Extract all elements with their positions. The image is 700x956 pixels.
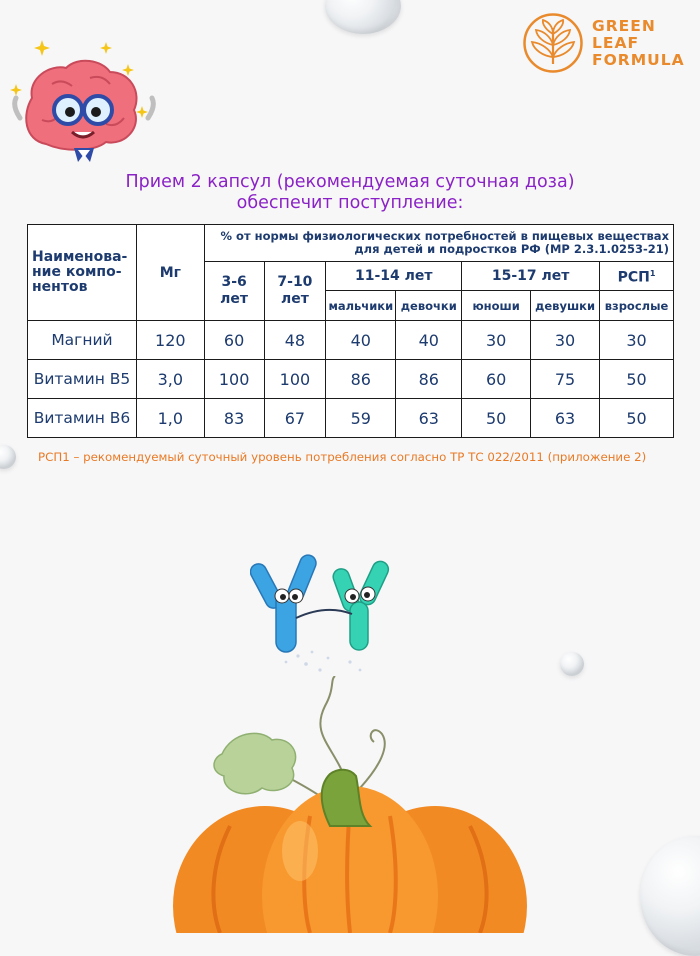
value-cell: 48 <box>264 321 326 360</box>
title-line-1: Прием 2 капсул (рекомендуемая суточная доза) <box>125 172 575 192</box>
title-line-2: обеспечит поступление: <box>236 193 464 213</box>
component-mg: 120 <box>136 321 204 360</box>
header-component-name <box>28 225 137 321</box>
value-cell: 30 <box>531 321 600 360</box>
value-cell: 86 <box>396 360 462 399</box>
header-boys: мальчики <box>326 291 396 321</box>
value-cell: 86 <box>326 360 396 399</box>
component-name: Магний <box>28 321 137 360</box>
value-cell: 100 <box>204 360 264 399</box>
header-age-3-6 <box>204 262 264 321</box>
rsp-footnote-mark: 1 <box>649 269 656 279</box>
value-cell: 83 <box>204 399 264 438</box>
value-cell: 67 <box>264 399 326 438</box>
header-mg: Мг <box>136 225 204 321</box>
value-cell: 40 <box>396 321 462 360</box>
age-range: 3-6 <box>221 274 247 290</box>
water-drop-decoration <box>325 0 401 34</box>
value-cell: 30 <box>600 321 674 360</box>
value-cell: 63 <box>531 399 600 438</box>
page-title <box>0 172 700 214</box>
age-range: 7-10 <box>277 274 313 290</box>
header-adults: взрослые <box>600 291 674 321</box>
value-cell: 75 <box>531 360 600 399</box>
value-cell: 63 <box>396 399 462 438</box>
value-cell: 60 <box>462 360 531 399</box>
brand-line-2: LEAF <box>592 33 640 52</box>
bacteria-mascot-icon <box>250 552 400 682</box>
age-unit: лет <box>280 291 309 307</box>
water-drop-decoration <box>0 445 16 469</box>
header-young-women: девушки <box>531 291 600 321</box>
header-youths: юноши <box>462 291 531 321</box>
value-cell: 50 <box>462 399 531 438</box>
header-percent-norm <box>204 225 673 262</box>
leaf-logo-icon <box>522 12 584 74</box>
header-rsp <box>600 262 674 291</box>
brand-line-3: FORMULA <box>592 50 685 69</box>
nutrient-table <box>27 224 674 438</box>
header-name-line: Наименова- <box>32 249 128 265</box>
value-cell: 60 <box>204 321 264 360</box>
table-row <box>28 321 674 360</box>
header-percent-line-1: % от нормы физиологических потребностей в пищевых веществах <box>220 229 669 243</box>
rsp-label: РСП <box>617 269 650 286</box>
header-percent-line-2: для детей и подростков РФ (МР 2.3.1.0253-21) <box>354 242 669 256</box>
value-cell: 50 <box>600 360 674 399</box>
age-unit: лет <box>220 291 249 307</box>
footnote: РСП1 – рекомендуемый суточный уровень потребления согласно ТР ТС 022/2011 (приложение 2) <box>38 450 647 464</box>
header-name-line: ние компо- <box>32 264 122 280</box>
header-age-7-10 <box>264 262 326 321</box>
header-name-line: нентов <box>32 279 88 295</box>
water-drop-decoration <box>640 836 700 956</box>
component-name: Витамин В6 <box>28 399 137 438</box>
table-row <box>28 360 674 399</box>
component-mg: 3,0 <box>136 360 204 399</box>
value-cell: 30 <box>462 321 531 360</box>
value-cell: 50 <box>600 399 674 438</box>
header-age-11-14: 11-14 лет <box>326 262 462 291</box>
brand-line-1: GREEN <box>592 16 656 35</box>
component-name: Витамин В5 <box>28 360 137 399</box>
value-cell: 100 <box>264 360 326 399</box>
brand-name <box>592 18 685 69</box>
header-girls: девочки <box>396 291 462 321</box>
brand-logo <box>522 12 685 74</box>
header-age-15-17: 15-17 лет <box>462 262 600 291</box>
value-cell: 40 <box>326 321 396 360</box>
table-row <box>28 399 674 438</box>
pumpkin-icon <box>160 676 540 933</box>
component-mg: 1,0 <box>136 399 204 438</box>
water-drop-decoration <box>560 652 584 676</box>
value-cell: 59 <box>326 399 396 438</box>
brain-mascot-icon <box>6 34 164 166</box>
